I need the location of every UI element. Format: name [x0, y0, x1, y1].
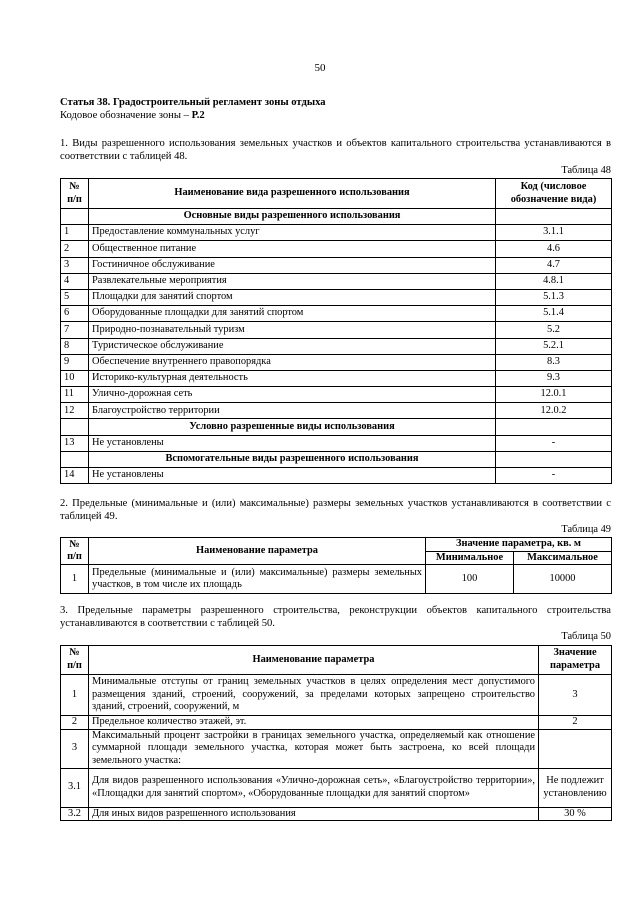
- table49-header-row: [61, 538, 612, 552]
- table50-header-name: Наименование параметра: [89, 646, 539, 675]
- zone-code-label: Кодовое обозначение зоны –: [60, 110, 192, 121]
- section1-paragraph: 1. Виды разрешенного использования земельных участков и объектов капитального строительства устанавливаются в соответствии с таблицей 48.: [60, 138, 611, 163]
- row-code: 12.0.1: [496, 387, 612, 403]
- table49-header-num: № п/п: [61, 538, 89, 565]
- table-row: [61, 403, 612, 419]
- table-row: [61, 225, 612, 241]
- row-max: 10000: [514, 565, 612, 594]
- row-name: Для видов разрешенного использования «Улично-дорожная сеть», «Благоустройство территории», «Площадки для занятий спортом», «Оборудованные площадки для занятий спортом»: [89, 768, 539, 807]
- table50-header-num: № п/п: [61, 646, 89, 675]
- table48-group-row: [61, 209, 612, 225]
- row-code: 8.3: [496, 354, 612, 370]
- row-value: 3: [539, 675, 612, 716]
- row-number: 5: [61, 289, 89, 305]
- row-number: 7: [61, 322, 89, 338]
- row-name: Развлекательные мероприятия: [89, 273, 496, 289]
- row-number: 9: [61, 354, 89, 370]
- table48-group-row: [61, 451, 612, 467]
- row-code: 9.3: [496, 370, 612, 386]
- table-48: [60, 178, 612, 484]
- row-number: 3.2: [61, 807, 89, 821]
- table-row: [61, 435, 612, 451]
- row-number: 4: [61, 273, 89, 289]
- table-row: [61, 322, 612, 338]
- table-row: [61, 289, 612, 305]
- row-number: 8: [61, 338, 89, 354]
- row-number: 12: [61, 403, 89, 419]
- table50-header-value: Значение параметра: [539, 646, 612, 675]
- row-number: 11: [61, 387, 89, 403]
- table-row: [61, 354, 612, 370]
- table-row: [61, 768, 612, 807]
- section2-paragraph: 2. Предельные (минимальные и (или) максимальные) размеры земельных участков устанавливаются в соответствии с таблицей 49.: [60, 498, 611, 523]
- table48-header-code: Код (числовое обозначение вида): [496, 179, 612, 209]
- section3-paragraph: 3. Предельные параметры разрешенного строительства, реконструкции объектов капитального строительства устанавливаются в соответствии с таблицей 50.: [60, 605, 611, 630]
- row-number: 1: [61, 225, 89, 241]
- row-code: 4.6: [496, 241, 612, 257]
- row-value: 2: [539, 716, 612, 730]
- zone-code-line: [60, 110, 205, 123]
- row-value: 30 %: [539, 807, 612, 821]
- table48-header-row: [61, 179, 612, 209]
- table50-header-row: [61, 646, 612, 675]
- table49-header-max: Максимальное: [514, 551, 612, 565]
- row-number: 14: [61, 468, 89, 484]
- table-row: [61, 370, 612, 386]
- table48-caption: Таблица 48: [561, 165, 611, 176]
- row-number: 13: [61, 435, 89, 451]
- row-code: 4.8.1: [496, 273, 612, 289]
- row-value: Не подлежит установлению: [539, 768, 612, 807]
- row-number: 1: [61, 675, 89, 716]
- row-code: -: [496, 468, 612, 484]
- table-row: [61, 716, 612, 730]
- row-code: 5.2: [496, 322, 612, 338]
- row-name: Предельное количество этажей, эт.: [89, 716, 539, 730]
- row-code: 4.7: [496, 257, 612, 273]
- article-title: Статья 38. Градостроительный регламент зоны отдыха: [60, 97, 326, 108]
- row-name: Минимальные отступы от границ земельных участков в целях определения мест допустимого размещения зданий, строений, сооружений, за пределами которых запрещено строительство зданий, строений, сооружений, м: [89, 675, 539, 716]
- row-name: Туристическое обслуживание: [89, 338, 496, 354]
- row-name: Не установлены: [89, 468, 496, 484]
- row-name: Природно-познавательный туризм: [89, 322, 496, 338]
- row-name: Общественное питание: [89, 241, 496, 257]
- table48-group-auxiliary: Вспомогательные виды разрешенного использования: [89, 451, 496, 467]
- row-name: Максимальный процент застройки в границах земельного участка, определяемый как отношение суммарной площади земельного участка, которая может быть застроена, ко всей площади земельного участка:: [89, 729, 539, 768]
- table49-caption: Таблица 49: [561, 524, 611, 535]
- row-name: Обеспечение внутреннего правопорядка: [89, 354, 496, 370]
- zone-code: Р.2: [191, 110, 205, 121]
- row-code: 3.1.1: [496, 225, 612, 241]
- row-code: 5.1.4: [496, 306, 612, 322]
- row-code: 12.0.2: [496, 403, 612, 419]
- row-code: 5.1.3: [496, 289, 612, 305]
- table-row: [61, 807, 612, 821]
- row-code: -: [496, 435, 612, 451]
- row-number: 10: [61, 370, 89, 386]
- table-row: [61, 273, 612, 289]
- row-name: Улично-дорожная сеть: [89, 387, 496, 403]
- table49-header-min: Минимальное: [426, 551, 514, 565]
- table-row: [61, 257, 612, 273]
- table-row: [61, 306, 612, 322]
- row-name: Площадки для занятий спортом: [89, 289, 496, 305]
- table-row: [61, 729, 612, 768]
- row-name: Не установлены: [89, 435, 496, 451]
- row-number: 6: [61, 306, 89, 322]
- table-row: [61, 241, 612, 257]
- row-number: 2: [61, 716, 89, 730]
- row-name: Благоустройство территории: [89, 403, 496, 419]
- row-name: Гостиничное обслуживание: [89, 257, 496, 273]
- row-name: Историко-культурная деятельность: [89, 370, 496, 386]
- table-row: [61, 387, 612, 403]
- row-min: 100: [426, 565, 514, 594]
- row-name: Предоставление коммунальных услуг: [89, 225, 496, 241]
- table48-header-name: Наименование вида разрешенного использования: [89, 179, 496, 209]
- table48-group-conditional: Условно разрешенные виды использования: [89, 419, 496, 435]
- row-value: [539, 729, 612, 768]
- row-number: 3.1: [61, 768, 89, 807]
- row-number: 3: [61, 729, 89, 768]
- table49-header-value: Значение параметра, кв. м: [426, 538, 612, 552]
- table-row: [61, 565, 612, 594]
- table-row: [61, 468, 612, 484]
- row-name: Оборудованные площадки для занятий спортом: [89, 306, 496, 322]
- table-49: [60, 537, 612, 594]
- row-code: 5.2.1: [496, 338, 612, 354]
- table49-header-name: Наименование параметра: [89, 538, 426, 565]
- table50-caption: Таблица 50: [561, 631, 611, 642]
- table48-header-num: № п/п: [61, 179, 89, 209]
- row-number: 1: [61, 565, 89, 594]
- page-number: 50: [314, 62, 326, 74]
- row-name: Для иных видов разрешенного использования: [89, 807, 539, 821]
- table48-group-row: [61, 419, 612, 435]
- table-50: [60, 645, 612, 821]
- row-number: 3: [61, 257, 89, 273]
- table48-group-main: Основные виды разрешенного использования: [89, 209, 496, 225]
- table-row: [61, 338, 612, 354]
- table-row: [61, 675, 612, 716]
- row-name: Предельные (минимальные и (или) максимальные) размеры земельных участков, в том числе их площадь: [89, 565, 426, 594]
- row-number: 2: [61, 241, 89, 257]
